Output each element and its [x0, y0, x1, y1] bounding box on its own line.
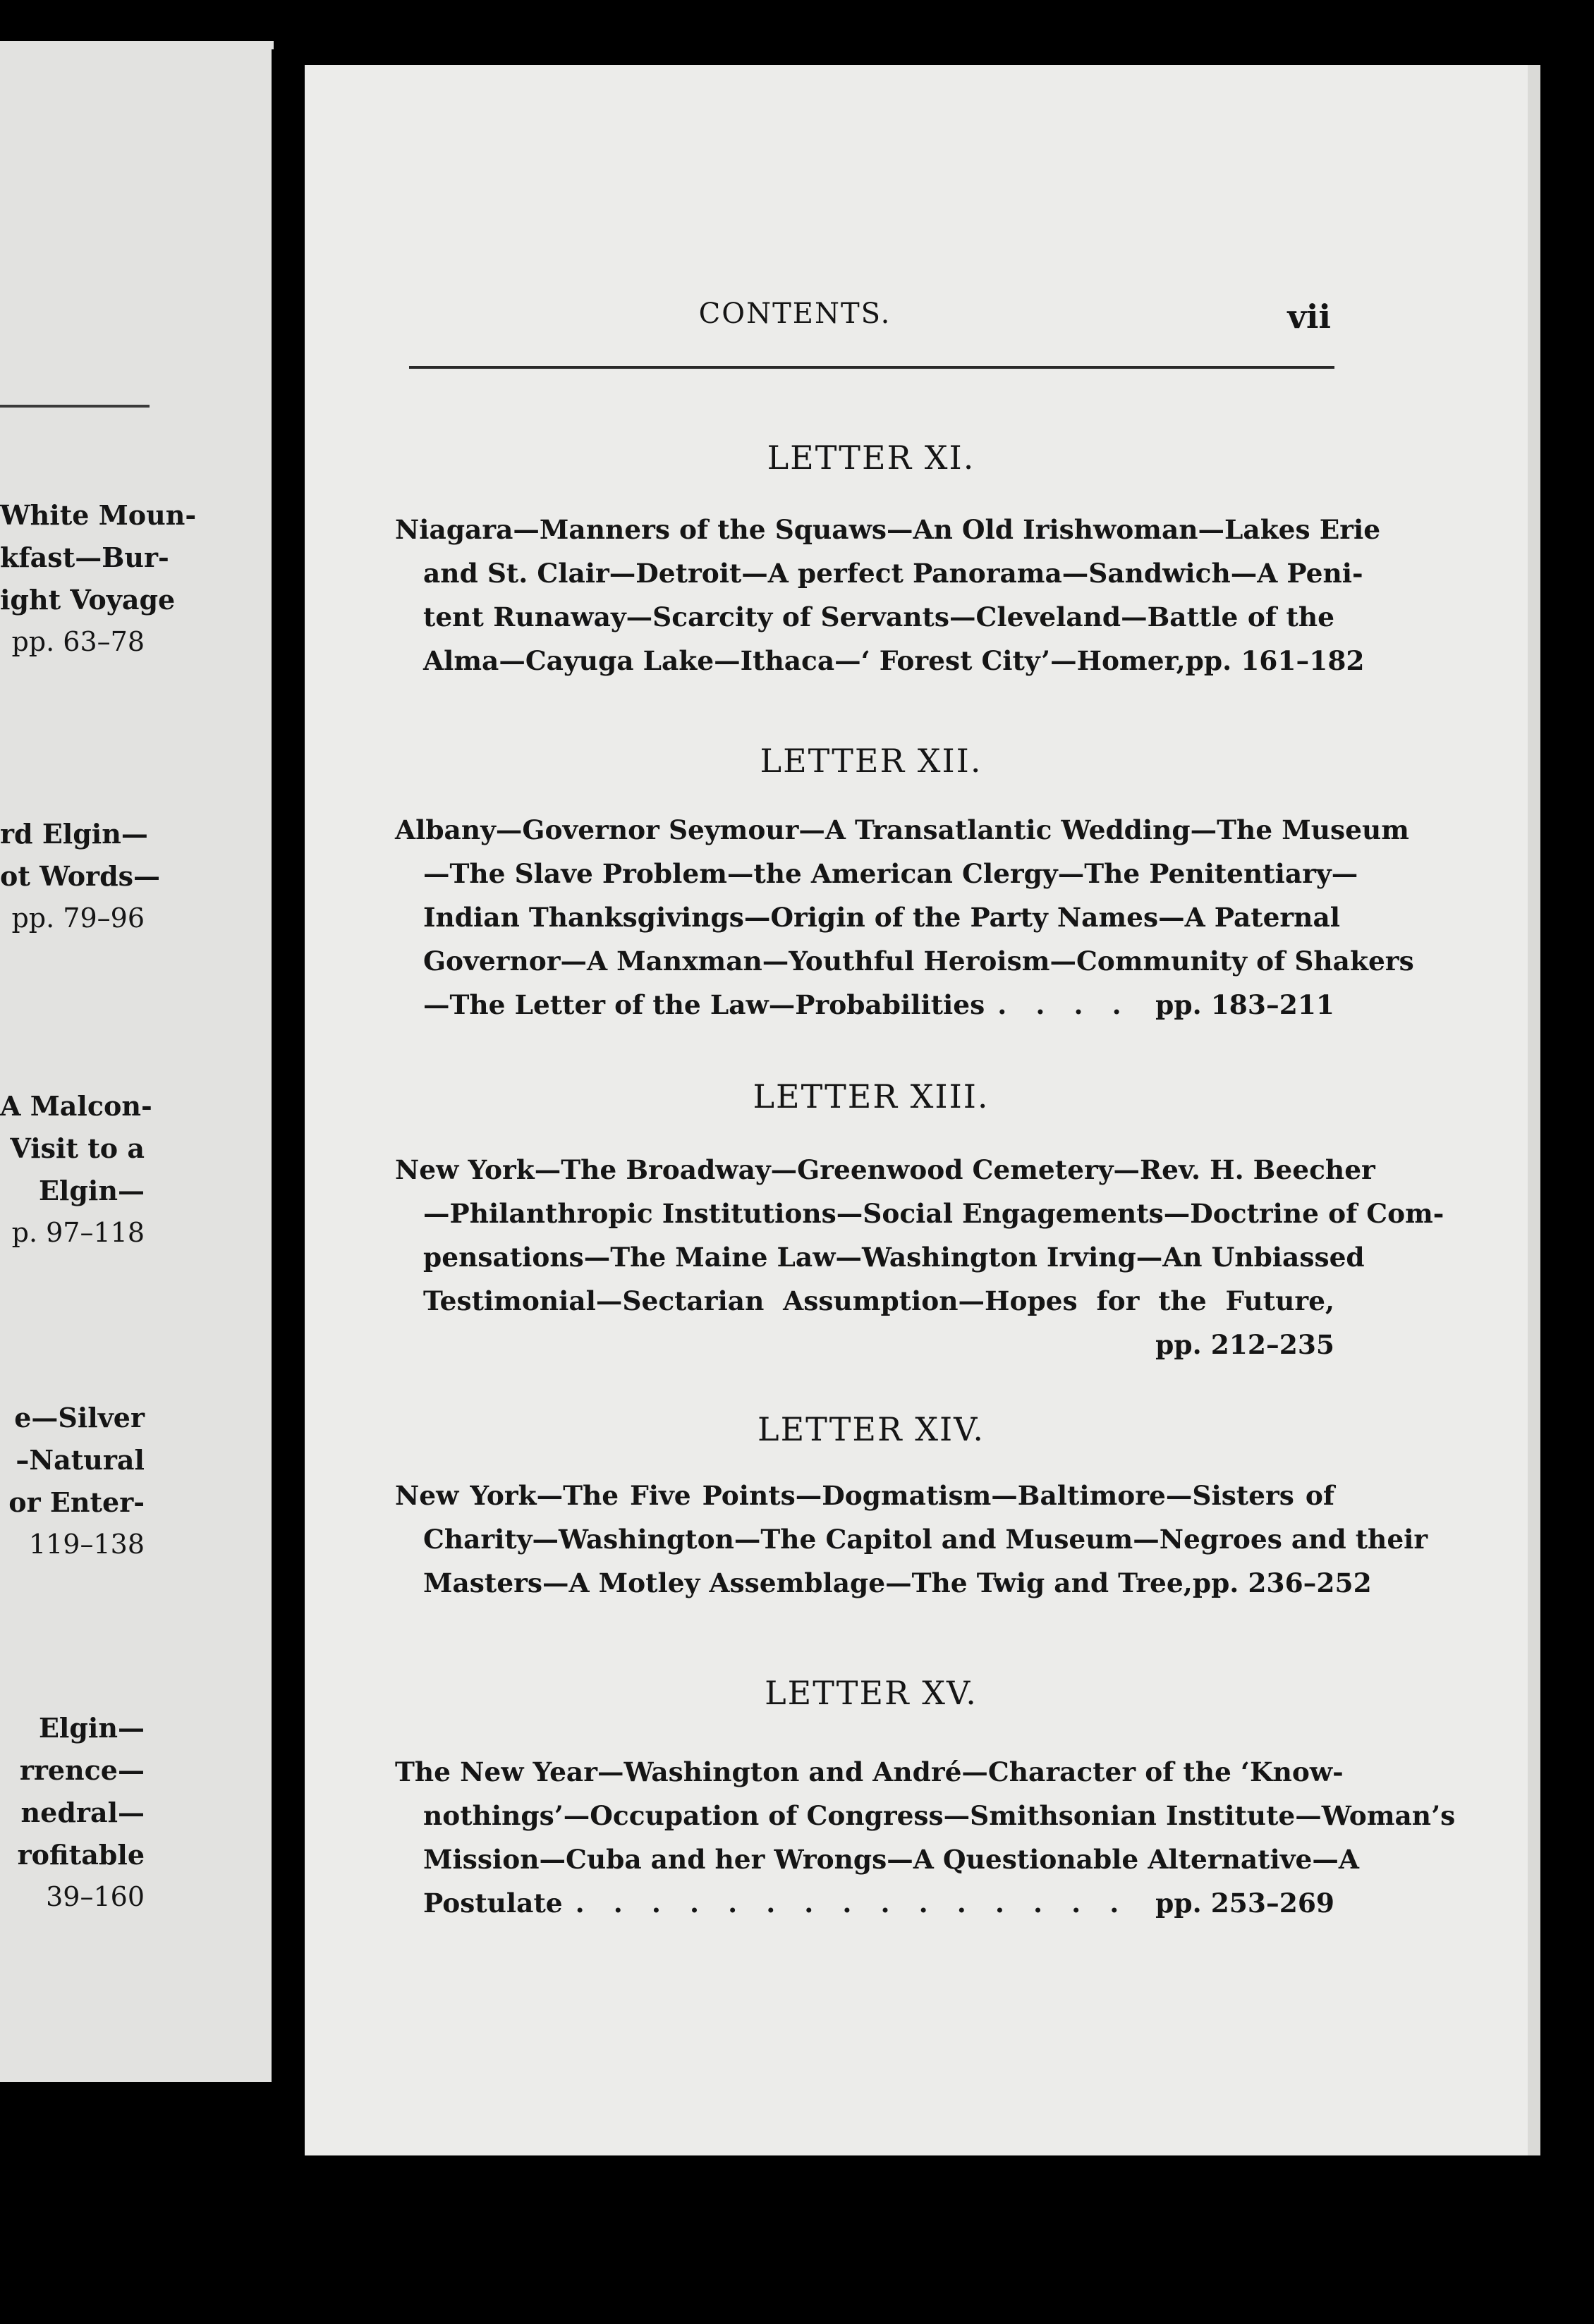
left-page-ref: p. 97–118 [11, 1217, 145, 1248]
book-gutter [272, 49, 305, 2292]
left-page-ref: 119–138 [28, 1529, 145, 1560]
left-line: kfast—Bur- [0, 542, 169, 573]
entry-line: and St. Clair—Detroit—A perfect Panorama—Sandwich—A Peni- [423, 558, 1363, 589]
page-range: pp. 253–269 [1155, 1888, 1334, 1919]
entry-line-last [395, 983, 1334, 1027]
page-range: pp. 212–235 [1155, 1329, 1334, 1360]
left-line: nedral— [20, 1797, 145, 1828]
left-line: ight Voyage [0, 584, 176, 616]
running-head: CONTENTS. [698, 298, 892, 330]
entry-line: —Philanthropic Institutions—Social Engagements—Doctrine of Com- [423, 1198, 1444, 1229]
left-line: ot Words— [0, 860, 161, 892]
left-page-ref: pp. 63–78 [11, 626, 145, 657]
entry-line-last [395, 1561, 1372, 1605]
left-line: rd Elgin— [0, 818, 148, 850]
letter-heading-xv: LETTER XV. [765, 1674, 978, 1712]
left-line: Elgin— [38, 1175, 145, 1206]
entry-line: Albany—Governor Seymour—A Transatlantic Wedding—The Museum [395, 814, 1409, 845]
page-range: pp. 161–182 [1185, 645, 1365, 676]
page-edge-shadow [1528, 65, 1540, 2155]
left-page-rule [0, 405, 150, 408]
letter-entry-xv [395, 1750, 1456, 1925]
entry-line: The New Year—Washington and André—Character of the ‘Know- [395, 1756, 1344, 1787]
entry-line: New York—The Broadway—Greenwood Cemetery—Rev. H. Beecher [395, 1154, 1375, 1185]
left-line: A Malcon- [0, 1090, 152, 1122]
entry-line: Indian Thanksgivings—Origin of the Party Names—A Paternal [423, 902, 1340, 933]
entry-line-last [395, 1881, 1334, 1925]
left-line: e—Silver [14, 1402, 145, 1433]
letter-entry-xi [395, 508, 1381, 683]
left-line: –Natural [16, 1444, 145, 1476]
letter-entry-xii [395, 808, 1414, 1027]
page-range: pp. 236–252 [1192, 1567, 1372, 1598]
left-page-ref: 39–160 [46, 1881, 145, 1912]
left-line: or Enter- [8, 1486, 145, 1518]
letter-entry-xiv [395, 1474, 1428, 1605]
left-line: Elgin— [38, 1712, 145, 1744]
letter-heading-xiii: LETTER XIII. [753, 1077, 990, 1115]
left-line: rrence— [19, 1754, 145, 1786]
page-range: pp. 183–211 [1155, 989, 1334, 1020]
left-page-ref: pp. 79–96 [11, 903, 145, 934]
letter-heading-xii: LETTER XII. [760, 742, 982, 780]
contents-page [305, 65, 1540, 2155]
letter-entry-xiii [395, 1148, 1444, 1366]
left-line: rofitable [17, 1839, 145, 1871]
entry-line: Charity—Washington—The Capitol and Museum—Negroes and their [423, 1524, 1428, 1555]
entry-line: Governor—A Manxman—Youthful Heroism—Community of Shakers [423, 946, 1414, 977]
header-rule [409, 366, 1334, 369]
entry-line-text: Masters—A Motley Assemblage—The Twig and Tree, [423, 1567, 1193, 1598]
entry-line: nothings’—Occupation of Congress—Smithsonian Institute—Woman’s [423, 1800, 1456, 1831]
entry-line-last [395, 639, 1365, 683]
page-number: vii [1287, 298, 1331, 336]
entry-line-text: —The Letter of the Law—Probabilities [423, 989, 985, 1020]
dot-leader: . . . . [997, 989, 1131, 1020]
entry-line: Niagara—Manners of the Squaws—An Old Irishwoman—Lakes Erie [395, 514, 1381, 545]
entry-line-text: Postulate [423, 1888, 563, 1919]
letter-heading-xi: LETTER XI. [767, 439, 975, 477]
entry-line: Mission—Cuba and her Wrongs—A Questionable Alternative—A [423, 1844, 1359, 1875]
entry-line: tent Runaway—Scarcity of Servants—Cleveland—Battle of the [423, 601, 1334, 632]
left-line: Visit to a [10, 1132, 145, 1164]
entry-line-pages [395, 1323, 1334, 1366]
facing-page-left [0, 41, 274, 2082]
entry-line: —The Slave Problem—the American Clergy—The Penitentiary— [423, 858, 1358, 889]
entry-line: pensations—The Maine Law—Washington Irving—An Unbiassed [423, 1242, 1365, 1273]
entry-line: Testimonial—Sectarian Assumption—Hopes for the Future, [423, 1285, 1334, 1316]
letter-heading-xiv: LETTER XIV. [758, 1410, 985, 1448]
entry-line: New York—The Five Points—Dogmatism—Baltimore—Sisters of [395, 1480, 1334, 1511]
dot-leader: . . . . . . . . . . . . . . . [575, 1888, 1129, 1919]
entry-line-text: Alma—Cayuga Lake—Ithaca—‘ Forest City’—Homer, [423, 645, 1186, 676]
left-line: White Moun- [0, 499, 197, 531]
